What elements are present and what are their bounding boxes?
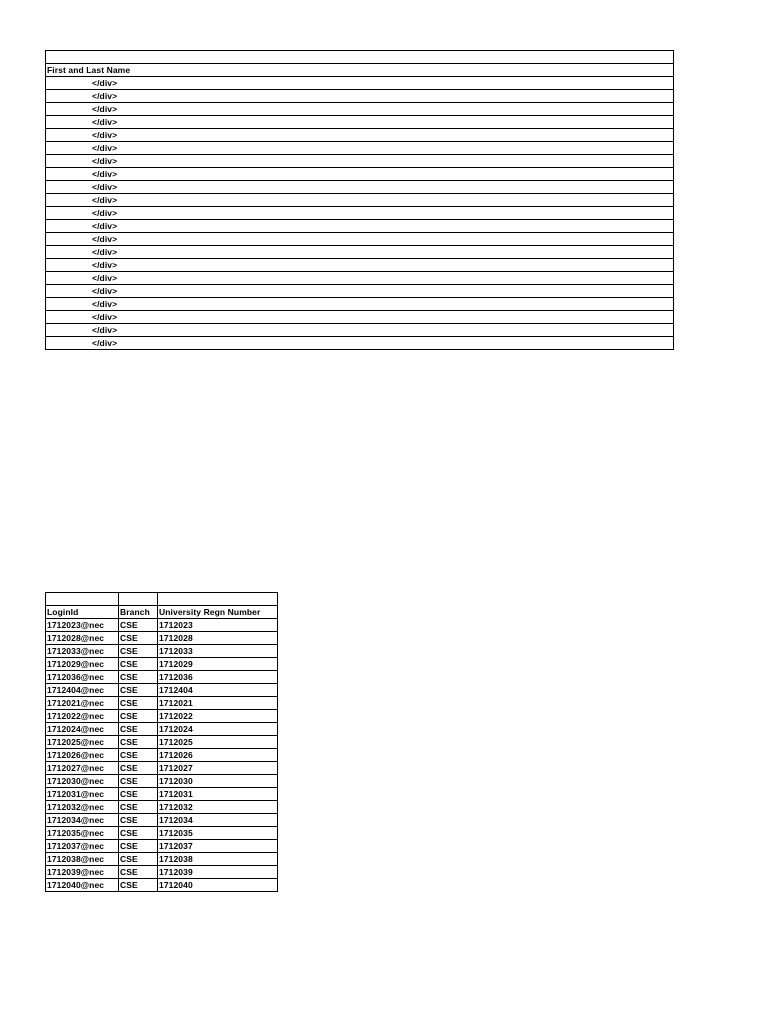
name-cell: </div> <box>46 284 674 297</box>
name-cell: </div> <box>46 115 674 128</box>
branch-cell: CSE <box>119 683 158 696</box>
loginid-cell: 1712026@nec <box>46 748 119 761</box>
regn-number-cell: 1712027 <box>158 761 278 774</box>
table-row <box>46 102 674 115</box>
loginid-cell: 1712029@nec <box>46 657 119 670</box>
branch-cell: CSE <box>119 618 158 631</box>
regn-number-cell: 1712026 <box>158 748 278 761</box>
table-row <box>46 271 674 284</box>
branch-cell: CSE <box>119 631 158 644</box>
table-row <box>46 180 674 193</box>
table-row <box>46 761 278 774</box>
loginid-cell: 1712034@nec <box>46 813 119 826</box>
regn-number-cell: 1712024 <box>158 722 278 735</box>
table-cell-empty <box>158 593 278 606</box>
branch-cell: CSE <box>119 787 158 800</box>
name-cell: </div> <box>46 232 674 245</box>
branch-cell: CSE <box>119 774 158 787</box>
regn-number-cell: 1712036 <box>158 670 278 683</box>
loginid-cell: 1712022@nec <box>46 709 119 722</box>
table-row <box>46 76 674 89</box>
branch-cell: CSE <box>119 813 158 826</box>
regn-number-cell: 1712031 <box>158 787 278 800</box>
regn-number-cell: 1712035 <box>158 826 278 839</box>
table-row <box>46 735 278 748</box>
table-row <box>46 774 278 787</box>
regn-number-cell: 1712029 <box>158 657 278 670</box>
branch-cell: CSE <box>119 839 158 852</box>
table-row <box>46 167 674 180</box>
table-row <box>46 219 674 232</box>
table-row <box>46 865 278 878</box>
name-cell: </div> <box>46 206 674 219</box>
name-cell: </div> <box>46 323 674 336</box>
name-cell: </div> <box>46 219 674 232</box>
table-row <box>46 657 278 670</box>
table-row <box>46 813 278 826</box>
name-cell: </div> <box>46 76 674 89</box>
name-cell: </div> <box>46 154 674 167</box>
loginid-cell: 1712025@nec <box>46 735 119 748</box>
branch-cell: CSE <box>119 852 158 865</box>
branch-cell: CSE <box>119 657 158 670</box>
name-cell: </div> <box>46 180 674 193</box>
table-row-empty <box>46 593 278 606</box>
table-row <box>46 631 278 644</box>
regn-number-cell: 1712032 <box>158 800 278 813</box>
column-header-regn-number: University Regn Number <box>158 605 278 618</box>
regn-number-cell: 1712021 <box>158 696 278 709</box>
name-cell: </div> <box>46 128 674 141</box>
regn-number-cell: 1712404 <box>158 683 278 696</box>
regn-number-cell: 1712037 <box>158 839 278 852</box>
table-row <box>46 193 674 206</box>
table-row <box>46 709 278 722</box>
table-row <box>46 154 674 167</box>
names-table-body <box>46 51 674 350</box>
loginid-cell: 1712038@nec <box>46 852 119 865</box>
regn-number-cell: 1712038 <box>158 852 278 865</box>
name-cell: </div> <box>46 193 674 206</box>
loginid-cell: 1712021@nec <box>46 696 119 709</box>
name-cell: </div> <box>46 258 674 271</box>
names-header-cell: First and Last Name <box>46 63 674 76</box>
table-row <box>46 722 278 735</box>
table-row <box>46 839 278 852</box>
loginid-cell: 1712035@nec <box>46 826 119 839</box>
name-cell: </div> <box>46 336 674 349</box>
table-row <box>46 748 278 761</box>
names-table <box>45 50 674 350</box>
table-row <box>46 258 674 271</box>
regn-number-cell: 1712028 <box>158 631 278 644</box>
loginid-cell: 1712027@nec <box>46 761 119 774</box>
name-cell: </div> <box>46 297 674 310</box>
table-cell-empty <box>46 593 119 606</box>
table-row <box>46 878 278 891</box>
loginid-cell: 1712033@nec <box>46 644 119 657</box>
column-header-loginid: LoginId <box>46 605 119 618</box>
regn-number-cell: 1712030 <box>158 774 278 787</box>
column-header-branch: Branch <box>119 605 158 618</box>
table-header-row <box>46 605 278 618</box>
table-row <box>46 644 278 657</box>
name-cell: </div> <box>46 102 674 115</box>
table-row <box>46 89 674 102</box>
table-row <box>46 618 278 631</box>
loginid-cell: 1712032@nec <box>46 800 119 813</box>
table-row <box>46 284 674 297</box>
loginid-cell: 1712040@nec <box>46 878 119 891</box>
table-row <box>46 670 278 683</box>
branch-cell: CSE <box>119 735 158 748</box>
table-row <box>46 683 278 696</box>
table-row <box>46 310 674 323</box>
loginid-cell: 1712030@nec <box>46 774 119 787</box>
branch-cell: CSE <box>119 800 158 813</box>
table-header-row <box>46 63 674 76</box>
regn-number-cell: 1712025 <box>158 735 278 748</box>
table-row <box>46 232 674 245</box>
loginid-cell: 1712024@nec <box>46 722 119 735</box>
name-cell: </div> <box>46 245 674 258</box>
table-row <box>46 800 278 813</box>
branch-cell: CSE <box>119 761 158 774</box>
table-row <box>46 323 674 336</box>
table-row <box>46 297 674 310</box>
branch-cell: CSE <box>119 696 158 709</box>
table-row <box>46 787 278 800</box>
name-cell: </div> <box>46 271 674 284</box>
regn-number-cell: 1712022 <box>158 709 278 722</box>
branch-cell: CSE <box>119 670 158 683</box>
loginid-cell: 1712031@nec <box>46 787 119 800</box>
loginid-cell: 1712028@nec <box>46 631 119 644</box>
table-row <box>46 115 674 128</box>
table-row-empty <box>46 51 674 64</box>
branch-cell: CSE <box>119 644 158 657</box>
regn-number-cell: 1712040 <box>158 878 278 891</box>
loginid-cell: 1712036@nec <box>46 670 119 683</box>
name-cell: </div> <box>46 167 674 180</box>
loginid-cell: 1712039@nec <box>46 865 119 878</box>
table-row <box>46 696 278 709</box>
branch-cell: CSE <box>119 709 158 722</box>
loginid-cell: 1712037@nec <box>46 839 119 852</box>
table-row <box>46 141 674 154</box>
name-cell: </div> <box>46 141 674 154</box>
name-cell: </div> <box>46 310 674 323</box>
table-row <box>46 336 674 349</box>
branch-cell: CSE <box>119 826 158 839</box>
login-table-body <box>46 593 278 892</box>
branch-cell: CSE <box>119 865 158 878</box>
table-row <box>46 826 278 839</box>
loginid-cell: 1712023@nec <box>46 618 119 631</box>
table-row <box>46 245 674 258</box>
table-row <box>46 128 674 141</box>
loginid-cell: 1712404@nec <box>46 683 119 696</box>
branch-cell: CSE <box>119 748 158 761</box>
table-row <box>46 852 278 865</box>
regn-number-cell: 1712023 <box>158 618 278 631</box>
table-cell-empty <box>119 593 158 606</box>
regn-number-cell: 1712039 <box>158 865 278 878</box>
login-table <box>45 592 278 892</box>
table-cell-empty <box>46 51 674 64</box>
branch-cell: CSE <box>119 722 158 735</box>
name-cell: </div> <box>46 89 674 102</box>
regn-number-cell: 1712034 <box>158 813 278 826</box>
branch-cell: CSE <box>119 878 158 891</box>
regn-number-cell: 1712033 <box>158 644 278 657</box>
table-row <box>46 206 674 219</box>
